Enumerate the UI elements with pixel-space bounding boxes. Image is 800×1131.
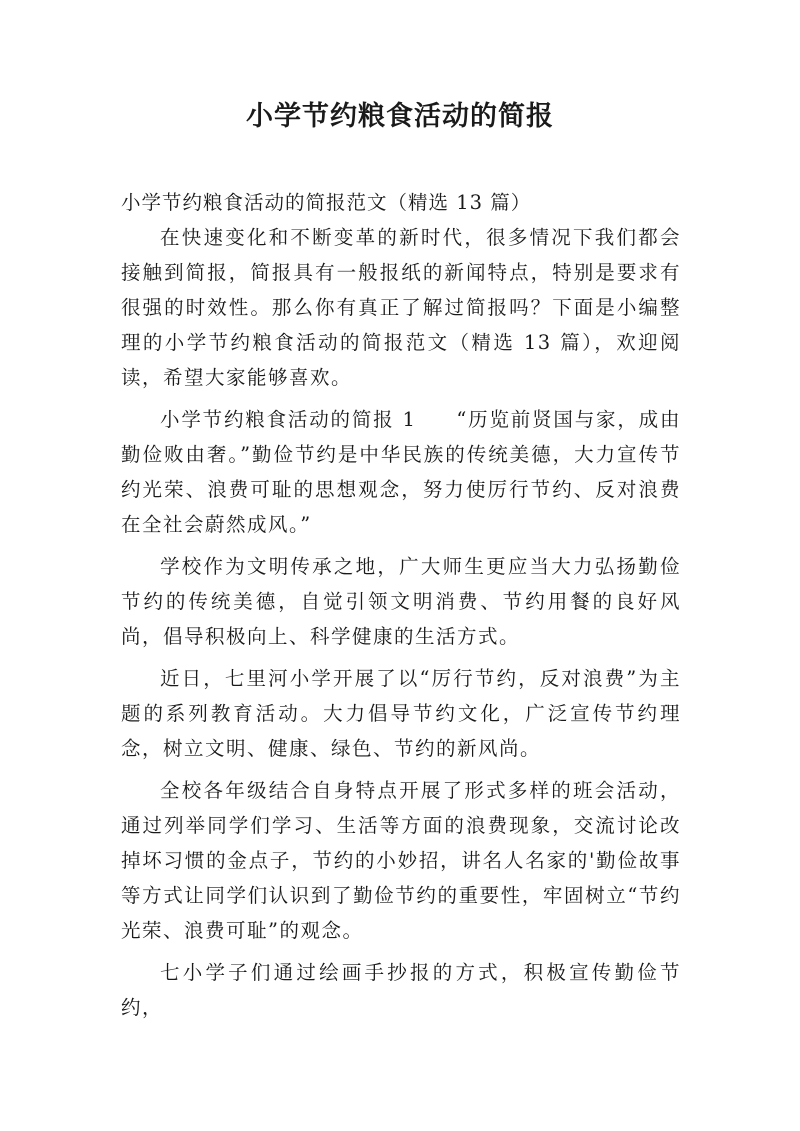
section-1-text: “历览前贤国与家，成由勤俭败由奢。”勤俭节约是中华民族的传统美德，大力宣传节约光荣、浪费可耻的思想观念，努力使厉行节约、反对浪费在全社会蔚然成风。” [121, 408, 681, 536]
body-paragraph: 全校各年级结合自身特点开展了形式多样的班会活动，通过列举同学们学习、生活等方面的浪费现象，交流讨论改掉坏习惯的金点子，节约的小妙招，讲名人名家的'勤俭故事等方式让同学们认识到了勤俭节约的重要性，牢固树立“节约光荣、浪费可耻”的观念。 [121, 779, 681, 942]
intro-paragraph: 在快速变化和不断变革的新时代，很多情况下我们都会接触到简报，简报具有一般报纸的新闻特点，特别是要求有很强的时效性。那么你有真正了解过简报吗？下面是小编整理的小学节约粮食活动的简报范文（精选 13 篇），欢迎阅读，希望大家能够喜欢。 [121, 226, 681, 389]
section-1-paragraph [121, 402, 681, 542]
body-paragraph: 七小学子们通过绘画手抄报的方式，积极宣传勤俭节约， [121, 961, 681, 1019]
document-subtitle: 小学节约粮食活动的简报范文（精选 13 篇） [121, 191, 532, 214]
body-paragraph: 近日，七里河小学开展了以“厉行节约，反对浪费”为主题的系列教育活动。大力倡导节约文化，广泛宣传节约理念，树立文明、健康、绿色、节约的新风尚。 [121, 667, 681, 760]
document-body [121, 185, 681, 1032]
document-title: 小学节约粮食活动的简报 [246, 101, 554, 132]
section-1-label: 小学节约粮食活动的简报 1 [160, 408, 417, 431]
body-paragraph: 学校作为文明传承之地，广大师生更应当大力弘扬勤俭节约的传统美德，自觉引领文明消费、节约用餐的良好风尚，倡导积极向上、科学健康的生活方式。 [121, 555, 681, 648]
